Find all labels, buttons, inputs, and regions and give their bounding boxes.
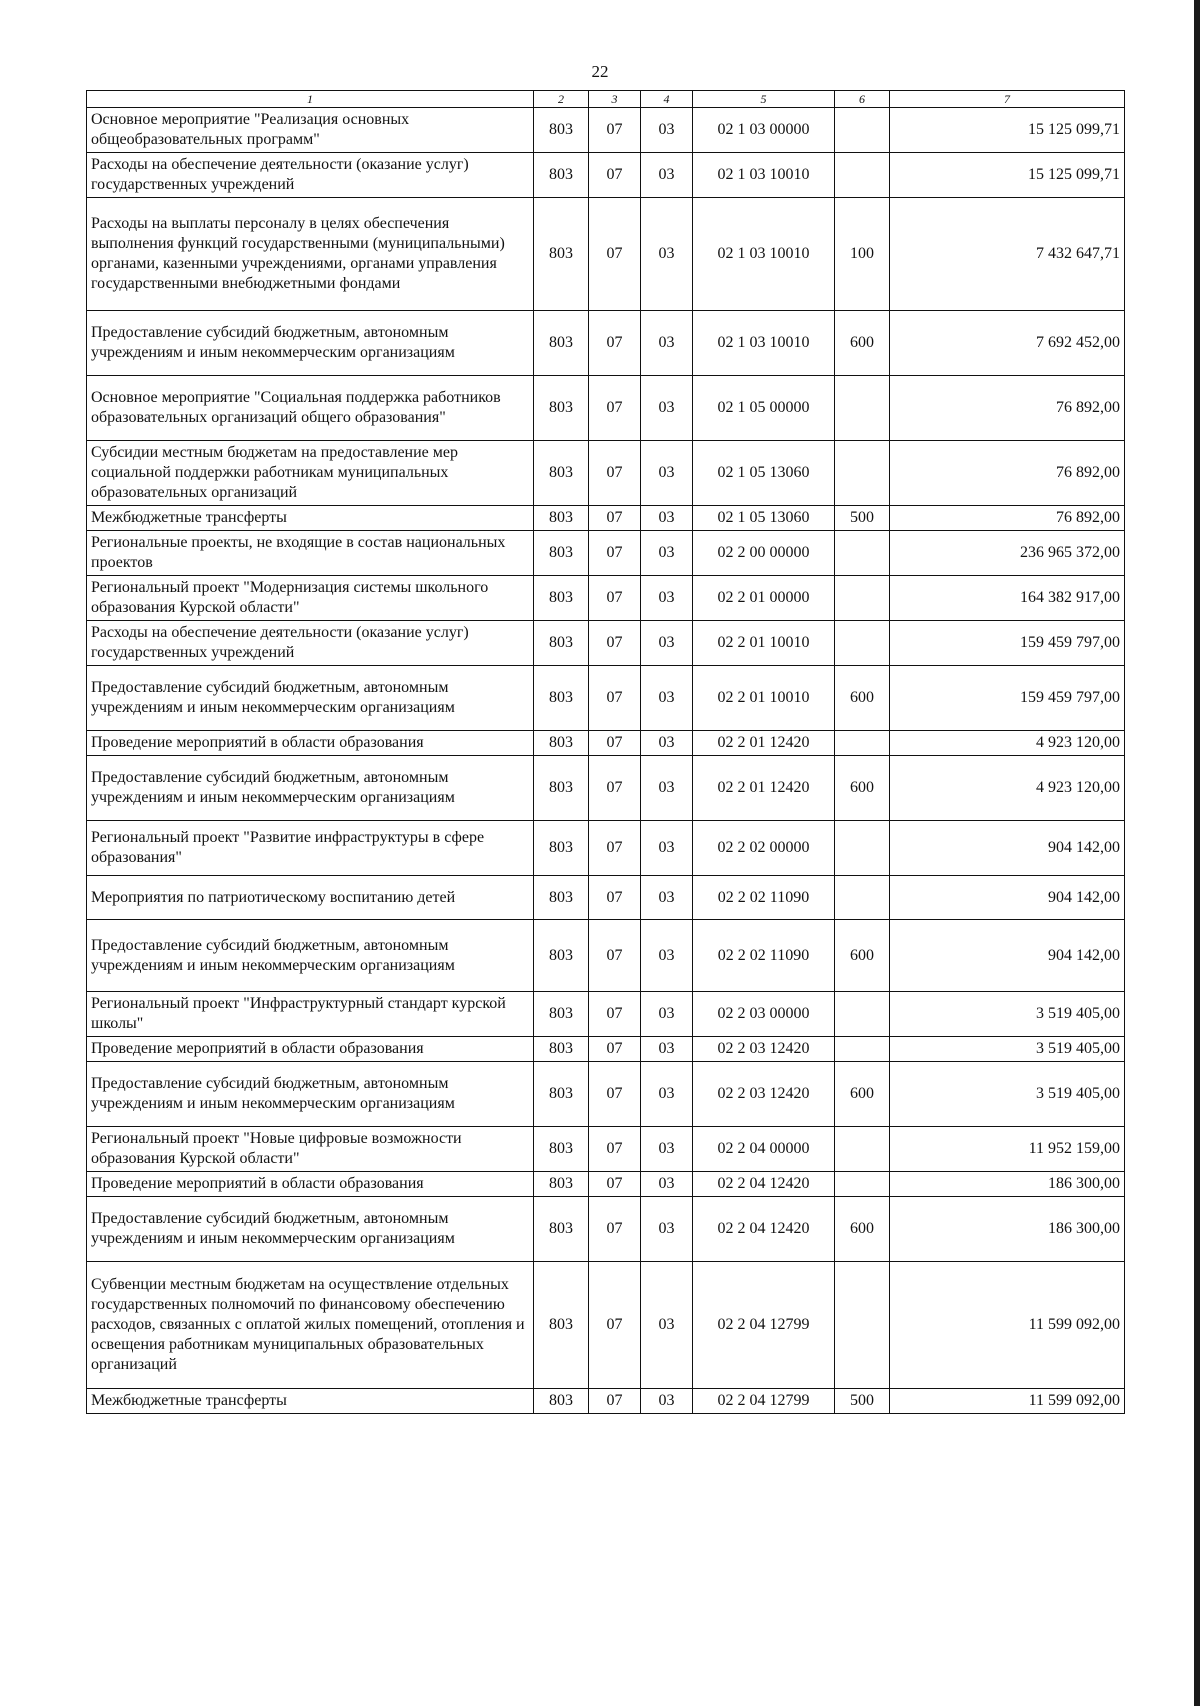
table-body	[87, 108, 1125, 1414]
row-code-3: 07	[589, 311, 641, 376]
row-code-4: 03	[641, 576, 693, 621]
row-code-5: 02 1 05 13060	[693, 441, 835, 506]
row-amount: 236 965 372,00	[890, 531, 1125, 576]
table-row	[87, 198, 1125, 311]
row-name: Региональный проект "Инфраструктурный стандарт курской школы"	[87, 992, 534, 1037]
table-row	[87, 1127, 1125, 1172]
row-amount: 3 519 405,00	[890, 1037, 1125, 1062]
row-code-4: 03	[641, 1389, 693, 1414]
row-name: Субвенции местным бюджетам на осуществление отдельных государственных полномочий по финансовому обеспечению расходов, связанных с оплатой жилых помещений, отопления и освещения работникам муниципальных образовательных организаций	[87, 1262, 534, 1389]
row-code-4: 03	[641, 1127, 693, 1172]
row-code-5: 02 2 02 11090	[693, 876, 835, 920]
row-code-3: 07	[589, 821, 641, 876]
row-code-2: 803	[534, 441, 589, 506]
row-amount: 76 892,00	[890, 441, 1125, 506]
row-code-3: 07	[589, 531, 641, 576]
row-name: Предоставление субсидий бюджетным, автономным учреждениям и иным некоммерческим организациям	[87, 756, 534, 821]
row-code-4: 03	[641, 1197, 693, 1262]
row-code-4: 03	[641, 666, 693, 731]
row-code-5: 02 1 05 13060	[693, 506, 835, 531]
row-name: Межбюджетные трансферты	[87, 506, 534, 531]
row-code-5: 02 2 01 10010	[693, 621, 835, 666]
row-name: Предоставление субсидий бюджетным, автономным учреждениям и иным некоммерческим организациям	[87, 666, 534, 731]
row-code-3: 07	[589, 621, 641, 666]
row-amount: 76 892,00	[890, 506, 1125, 531]
table-row	[87, 1197, 1125, 1262]
row-code-2: 803	[534, 992, 589, 1037]
row-amount: 4 923 120,00	[890, 731, 1125, 756]
row-code-3: 07	[589, 441, 641, 506]
row-code-2: 803	[534, 376, 589, 441]
row-code-6	[835, 731, 890, 756]
row-code-2: 803	[534, 666, 589, 731]
row-name: Межбюджетные трансферты	[87, 1389, 534, 1414]
column-header: 3	[589, 91, 641, 108]
row-amount: 7 692 452,00	[890, 311, 1125, 376]
row-name: Предоставление субсидий бюджетным, автономным учреждениям и иным некоммерческим организациям	[87, 1062, 534, 1127]
table-row	[87, 920, 1125, 992]
row-code-3: 07	[589, 506, 641, 531]
row-code-5: 02 2 02 00000	[693, 821, 835, 876]
table-row	[87, 1062, 1125, 1127]
column-header: 7	[890, 91, 1125, 108]
table-row	[87, 311, 1125, 376]
row-code-6: 500	[835, 1389, 890, 1414]
row-code-5: 02 1 03 10010	[693, 198, 835, 311]
row-code-2: 803	[534, 756, 589, 821]
row-code-2: 803	[534, 1037, 589, 1062]
row-name: Региональный проект "Новые цифровые возможности образования Курской области"	[87, 1127, 534, 1172]
row-code-3: 07	[589, 1062, 641, 1127]
row-code-3: 07	[589, 1037, 641, 1062]
row-code-3: 07	[589, 1389, 641, 1414]
row-code-6: 600	[835, 920, 890, 992]
row-code-6	[835, 108, 890, 153]
row-code-4: 03	[641, 531, 693, 576]
row-code-3: 07	[589, 731, 641, 756]
row-name: Предоставление субсидий бюджетным, автономным учреждениям и иным некоммерческим организациям	[87, 311, 534, 376]
row-code-3: 07	[589, 876, 641, 920]
row-code-5: 02 2 03 12420	[693, 1062, 835, 1127]
row-code-4: 03	[641, 821, 693, 876]
row-code-2: 803	[534, 311, 589, 376]
row-code-6	[835, 441, 890, 506]
row-code-3: 07	[589, 920, 641, 992]
row-code-6	[835, 992, 890, 1037]
row-code-5: 02 2 01 12420	[693, 731, 835, 756]
row-code-2: 803	[534, 821, 589, 876]
row-code-4: 03	[641, 376, 693, 441]
table-row	[87, 376, 1125, 441]
row-name: Расходы на обеспечение деятельности (оказание услуг) государственных учреждений	[87, 621, 534, 666]
row-amount: 159 459 797,00	[890, 621, 1125, 666]
row-name: Региональные проекты, не входящие в состав национальных проектов	[87, 531, 534, 576]
table-row	[87, 153, 1125, 198]
row-code-4: 03	[641, 506, 693, 531]
row-code-5: 02 1 03 00000	[693, 108, 835, 153]
row-code-3: 07	[589, 1197, 641, 1262]
row-code-3: 07	[589, 576, 641, 621]
row-code-3: 07	[589, 376, 641, 441]
table-row	[87, 621, 1125, 666]
row-code-2: 803	[534, 731, 589, 756]
budget-table	[86, 90, 1125, 1414]
row-code-2: 803	[534, 1262, 589, 1389]
row-code-6	[835, 1172, 890, 1197]
row-amount: 11 952 159,00	[890, 1127, 1125, 1172]
row-code-5: 02 2 04 12420	[693, 1172, 835, 1197]
row-code-6: 600	[835, 666, 890, 731]
row-code-6	[835, 576, 890, 621]
row-code-4: 03	[641, 756, 693, 821]
row-code-4: 03	[641, 920, 693, 992]
row-code-5: 02 2 01 12420	[693, 756, 835, 821]
row-amount: 7 432 647,71	[890, 198, 1125, 311]
row-code-2: 803	[534, 198, 589, 311]
row-amount: 15 125 099,71	[890, 108, 1125, 153]
column-header: 5	[693, 91, 835, 108]
table-row	[87, 731, 1125, 756]
row-code-6	[835, 531, 890, 576]
row-name: Основное мероприятие "Социальная поддержка работников образовательных организаций общего образования"	[87, 376, 534, 441]
row-code-6: 100	[835, 198, 890, 311]
row-code-2: 803	[534, 1172, 589, 1197]
table-row	[87, 821, 1125, 876]
table-row	[87, 576, 1125, 621]
row-name: Мероприятия по патриотическому воспитанию детей	[87, 876, 534, 920]
row-code-6: 600	[835, 1197, 890, 1262]
row-code-2: 803	[534, 1197, 589, 1262]
row-amount: 76 892,00	[890, 376, 1125, 441]
table-row	[87, 756, 1125, 821]
row-code-6: 600	[835, 311, 890, 376]
row-code-4: 03	[641, 621, 693, 666]
row-code-4: 03	[641, 108, 693, 153]
table-row	[87, 1389, 1125, 1414]
row-amount: 15 125 099,71	[890, 153, 1125, 198]
scan-edge	[1194, 0, 1200, 1706]
row-code-6	[835, 153, 890, 198]
row-code-4: 03	[641, 441, 693, 506]
row-code-2: 803	[534, 920, 589, 992]
row-code-3: 07	[589, 756, 641, 821]
row-code-2: 803	[534, 621, 589, 666]
row-code-3: 07	[589, 992, 641, 1037]
row-name: Проведение мероприятий в области образования	[87, 1172, 534, 1197]
row-name: Предоставление субсидий бюджетным, автономным учреждениям и иным некоммерческим организациям	[87, 1197, 534, 1262]
row-name: Проведение мероприятий в области образования	[87, 1037, 534, 1062]
row-code-5: 02 2 04 12799	[693, 1389, 835, 1414]
table-row	[87, 992, 1125, 1037]
row-code-5: 02 2 01 00000	[693, 576, 835, 621]
row-code-5: 02 2 04 12799	[693, 1262, 835, 1389]
row-amount: 3 519 405,00	[890, 992, 1125, 1037]
row-code-5: 02 2 02 11090	[693, 920, 835, 992]
row-code-4: 03	[641, 876, 693, 920]
page-number: 22	[591, 62, 609, 81]
row-amount: 11 599 092,00	[890, 1262, 1125, 1389]
row-code-2: 803	[534, 876, 589, 920]
row-code-2: 803	[534, 108, 589, 153]
row-code-6	[835, 1037, 890, 1062]
row-name: Субсидии местным бюджетам на предоставление мер социальной поддержки работникам муниципальных образовательных организаций	[87, 441, 534, 506]
row-amount: 3 519 405,00	[890, 1062, 1125, 1127]
row-code-5: 02 2 04 12420	[693, 1197, 835, 1262]
table-row	[87, 108, 1125, 153]
column-header: 6	[835, 91, 890, 108]
row-amount: 164 382 917,00	[890, 576, 1125, 621]
table-row	[87, 1037, 1125, 1062]
row-code-3: 07	[589, 108, 641, 153]
row-amount: 904 142,00	[890, 876, 1125, 920]
row-amount: 11 599 092,00	[890, 1389, 1125, 1414]
row-amount: 186 300,00	[890, 1172, 1125, 1197]
row-amount: 904 142,00	[890, 821, 1125, 876]
row-code-5: 02 1 03 10010	[693, 153, 835, 198]
row-code-3: 07	[589, 1262, 641, 1389]
row-code-3: 07	[589, 1172, 641, 1197]
row-code-4: 03	[641, 1037, 693, 1062]
row-name: Предоставление субсидий бюджетным, автономным учреждениям и иным некоммерческим организациям	[87, 920, 534, 992]
column-header: 2	[534, 91, 589, 108]
row-code-2: 803	[534, 531, 589, 576]
row-code-5: 02 2 03 12420	[693, 1037, 835, 1062]
row-code-5: 02 2 00 00000	[693, 531, 835, 576]
row-code-6	[835, 621, 890, 666]
row-code-4: 03	[641, 992, 693, 1037]
row-code-4: 03	[641, 311, 693, 376]
table-row	[87, 531, 1125, 576]
row-code-6	[835, 876, 890, 920]
row-code-3: 07	[589, 1127, 641, 1172]
row-name: Региональный проект "Модернизация системы школьного образования Курской области"	[87, 576, 534, 621]
table-row	[87, 506, 1125, 531]
row-code-3: 07	[589, 198, 641, 311]
row-name: Основное мероприятие "Реализация основных общеобразовательных программ"	[87, 108, 534, 153]
table-row	[87, 876, 1125, 920]
row-code-5: 02 1 03 10010	[693, 311, 835, 376]
row-name: Региональный проект "Развитие инфраструктуры в сфере образования"	[87, 821, 534, 876]
row-code-4: 03	[641, 731, 693, 756]
row-code-4: 03	[641, 1262, 693, 1389]
row-code-6	[835, 821, 890, 876]
row-code-5: 02 1 05 00000	[693, 376, 835, 441]
row-amount: 4 923 120,00	[890, 756, 1125, 821]
row-code-6	[835, 1127, 890, 1172]
row-name: Расходы на обеспечение деятельности (оказание услуг) государственных учреждений	[87, 153, 534, 198]
row-code-2: 803	[534, 1389, 589, 1414]
row-code-2: 803	[534, 153, 589, 198]
row-amount: 159 459 797,00	[890, 666, 1125, 731]
table-row	[87, 1172, 1125, 1197]
column-header: 4	[641, 91, 693, 108]
row-name: Проведение мероприятий в области образования	[87, 731, 534, 756]
row-code-6	[835, 1262, 890, 1389]
row-code-5: 02 2 03 00000	[693, 992, 835, 1037]
table-row	[87, 441, 1125, 506]
column-header: 1	[87, 91, 534, 108]
row-code-5: 02 2 04 00000	[693, 1127, 835, 1172]
row-amount: 904 142,00	[890, 920, 1125, 992]
row-code-3: 07	[589, 666, 641, 731]
row-code-4: 03	[641, 1062, 693, 1127]
table-row	[87, 1262, 1125, 1389]
column-number-row	[87, 91, 1125, 108]
row-code-2: 803	[534, 1127, 589, 1172]
row-code-2: 803	[534, 576, 589, 621]
row-code-5: 02 2 01 10010	[693, 666, 835, 731]
row-code-2: 803	[534, 1062, 589, 1127]
row-code-4: 03	[641, 1172, 693, 1197]
row-amount: 186 300,00	[890, 1197, 1125, 1262]
row-code-6: 500	[835, 506, 890, 531]
row-code-4: 03	[641, 198, 693, 311]
table-row	[87, 666, 1125, 731]
row-code-6: 600	[835, 1062, 890, 1127]
row-code-3: 07	[589, 153, 641, 198]
row-code-6: 600	[835, 756, 890, 821]
row-code-4: 03	[641, 153, 693, 198]
row-name: Расходы на выплаты персоналу в целях обеспечения выполнения функций государственными (муниципальными) органами, казенными учреждениями, органами управления государственными внебюджетными фондами	[87, 198, 534, 311]
row-code-6	[835, 376, 890, 441]
row-code-2: 803	[534, 506, 589, 531]
